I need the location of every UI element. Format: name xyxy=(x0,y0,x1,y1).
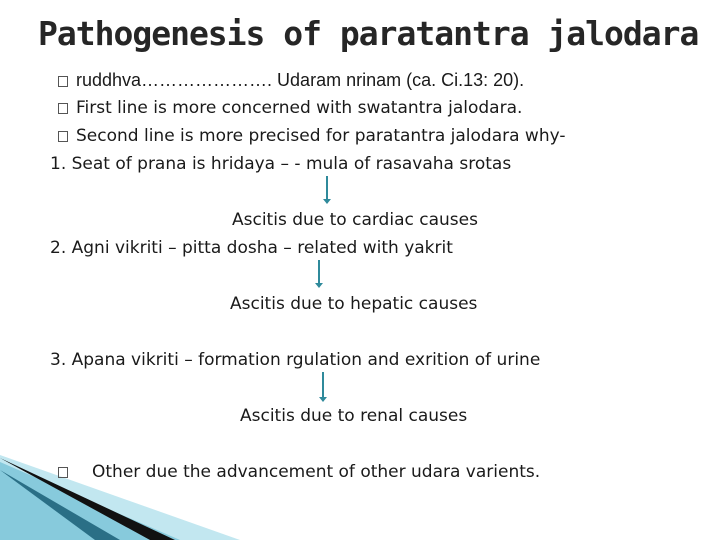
point-3-line xyxy=(50,350,540,370)
bullet-line-last xyxy=(58,462,540,482)
square-bullet-icon xyxy=(58,76,68,87)
bullet-text: Other due the advancement of other udara varients. xyxy=(92,462,541,482)
cardiac-result-text: Ascitis due to cardiac causes xyxy=(232,210,478,230)
bullet-line-1 xyxy=(58,70,524,90)
bullet-text: First line is more concerned with swatantra jalodara. xyxy=(76,98,523,118)
hepatic-result-line xyxy=(230,294,477,314)
down-arrow-icon xyxy=(326,176,328,202)
square-bullet-icon xyxy=(58,467,68,478)
down-arrow-icon xyxy=(318,260,320,286)
point-3-text: 3. Apana vikriti – formation rgulation and exrition of urine xyxy=(50,350,541,370)
renal-result-text: Ascitis due to renal causes xyxy=(240,406,468,426)
bullet-line-2 xyxy=(58,98,522,118)
point-1-line xyxy=(50,154,511,174)
point-2-text: 2. Agni vikriti – pitta dosha – related with yakrit xyxy=(50,238,453,258)
bullet-text: ruddhva…………………. Udaram nrinam (ca. Ci.13: 20). xyxy=(76,70,525,90)
cardiac-result-line xyxy=(232,210,478,230)
square-bullet-icon xyxy=(58,131,68,142)
bullet-line-3 xyxy=(58,126,566,146)
hepatic-result-text: Ascitis due to hepatic causes xyxy=(230,294,478,314)
point-1-text: 1. Seat of prana is hridaya – - mula of rasavaha srotas xyxy=(50,154,512,174)
renal-result-line xyxy=(240,406,467,426)
slide-title: Pathogenesis of paratantra jalodara xyxy=(38,14,699,53)
square-bullet-icon xyxy=(58,103,68,114)
bullet-text: Second line is more precised for paratantra jalodara why- xyxy=(76,126,566,146)
down-arrow-icon xyxy=(322,372,324,400)
point-2-line xyxy=(50,238,453,258)
